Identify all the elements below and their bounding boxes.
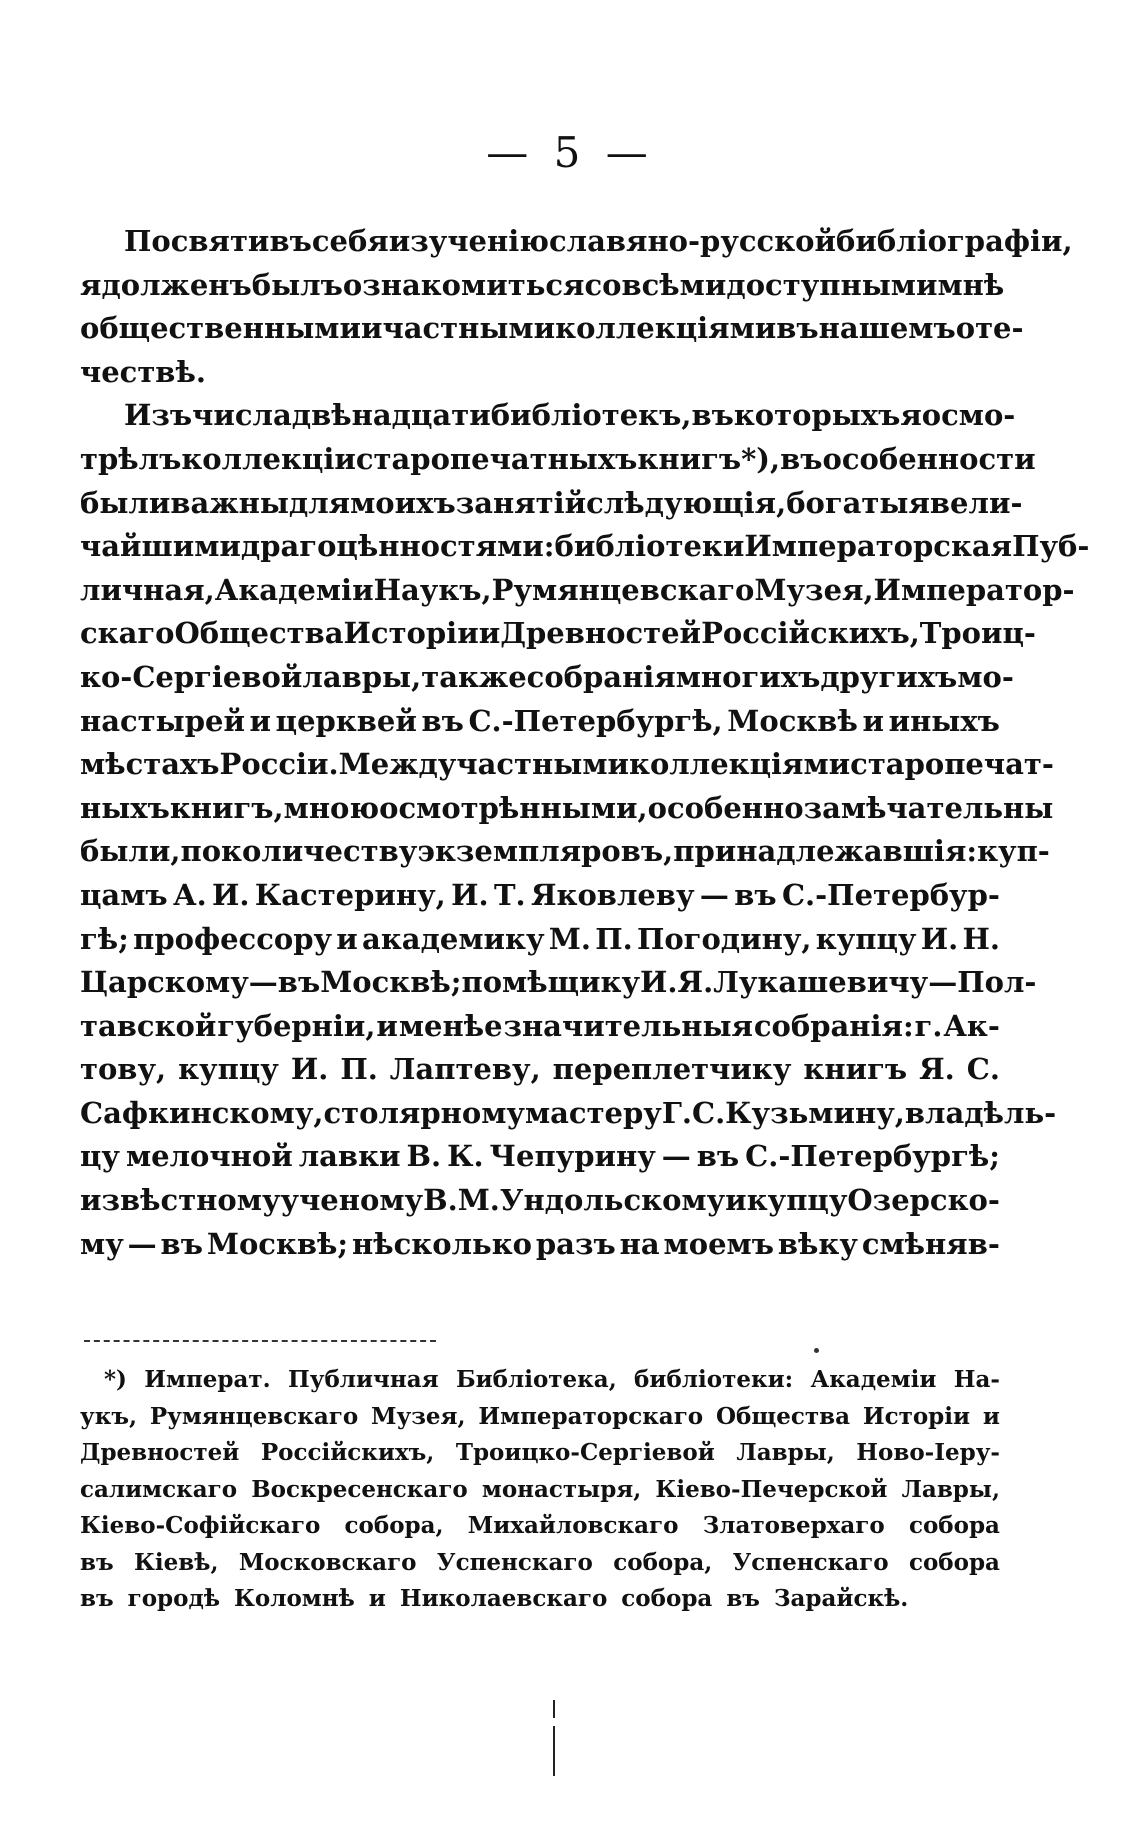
footnote-line: укъ, Румянцевскаго Музея, Императорскаго Общества Исторіи и bbox=[80, 1402, 1000, 1430]
text-line: му — въ Москвѣ; нѣсколько разъ на моемъ вѣку смѣняв- bbox=[80, 1226, 1000, 1261]
text-line: тову, купцу И. П. Лаптеву, переплетчику книгъ Я. С. bbox=[80, 1052, 1000, 1087]
text-line: чествѣ. bbox=[80, 354, 206, 389]
text-line: ныхъ книгъ, мною осмотрѣнными, особенно замѣчательны bbox=[80, 790, 1054, 825]
text-line: общественными и частными коллекціями въ нашемъ оте- bbox=[80, 311, 1024, 346]
text-line: чайшими драгоцѣнностями: библіотеки Императорская Пуб- bbox=[80, 529, 1090, 564]
footnote-separator bbox=[84, 1340, 436, 1342]
text-line: Сафкинскому, столярному мастеру Г. С. Кузьмину, владѣль- bbox=[80, 1095, 1057, 1130]
text-line: тавской губерніи, и менѣе значительныя собранія: г. Ак- bbox=[80, 1008, 1000, 1043]
text-line: настырей и церквей въ С.-Петербургѣ, Москвѣ и иныхъ bbox=[80, 703, 1000, 738]
binding-mark bbox=[553, 1726, 555, 1776]
footnote-line: въ Кіевѣ, Московскаго Успенскаго собора, Успенскаго собора bbox=[80, 1548, 1000, 1576]
text-line: цамъ А. И. Кастерину, И. Т. Яковлеву — въ С.-Петербур- bbox=[80, 877, 1000, 912]
text-line: Посвятивъ себя изученію славяно-русской библіографіи, bbox=[124, 224, 1073, 258]
page-number: — 5 — bbox=[486, 128, 654, 177]
text-line: цу мелочной лавки В. К. Чепурину — въ С.-Петербургѣ; bbox=[80, 1139, 1000, 1174]
footnote bbox=[80, 1362, 1000, 1618]
text-line: трѣлъ коллекціи старопечатныхъ книгъ *), въ особенности bbox=[80, 441, 1036, 476]
text-line: скаго Общества Исторіи и Древностей Россійскихъ, Троиц- bbox=[80, 616, 1036, 651]
body-text bbox=[80, 220, 1090, 1266]
text-line: Царскому—въ Москвѣ; помѣщику И. Я. Лукашевичу—Пол- bbox=[80, 965, 1037, 1000]
text-line: я долженъ былъ ознакомиться со всѣми доступными мнѣ bbox=[80, 267, 1005, 302]
text-line: мѣстахъ Россіи. Между частными коллекціями старопечат- bbox=[80, 747, 1054, 782]
text-line: были, по количеству экземпляровъ, принадлежавшія: куп- bbox=[80, 834, 1050, 869]
text-line: личная, Академіи Наукъ, Румянцевскаго Музея, Император- bbox=[80, 572, 1075, 607]
text-line: Изъ числа двѣнадцати библіотекъ, въ которыхъ я осмо- bbox=[124, 398, 1016, 433]
binding-mark bbox=[553, 1700, 555, 1718]
footnote-line: въ городѣ Коломнѣ и Николаевскаго собора въ Зарайскѣ. bbox=[80, 1585, 909, 1612]
text-line: были важны для моихъ занятій слѣдующія, богатыя вели- bbox=[80, 485, 1023, 520]
text-line: ко-Сергіевой лавры, также собранія многихъ другихъ мо- bbox=[80, 659, 1014, 694]
text-line: извѣстному ученому В. М. Ундольскому и купцу Озерско- bbox=[80, 1183, 1000, 1218]
footnote-line: Кіево-Софійскаго собора, Михайловскаго Златоверхаго собора bbox=[80, 1512, 1000, 1539]
footnote-line: Древностей Россійскихъ, Троицко-Сергіевой Лавры, Ново-Іеру- bbox=[80, 1439, 1000, 1466]
text-line: гѣ; профессору и академику М. П. Погодину, купцу И. Н. bbox=[80, 921, 1000, 956]
footnote-line: *) Императ. Публичная Библіотека, библіотеки: Академіи На- bbox=[104, 1366, 1000, 1393]
footnote-line: салимскаго Воскресенскаго монастыря, Кіево-Печерской Лавры, bbox=[80, 1475, 1000, 1503]
footnote-separator-dot bbox=[814, 1348, 819, 1353]
